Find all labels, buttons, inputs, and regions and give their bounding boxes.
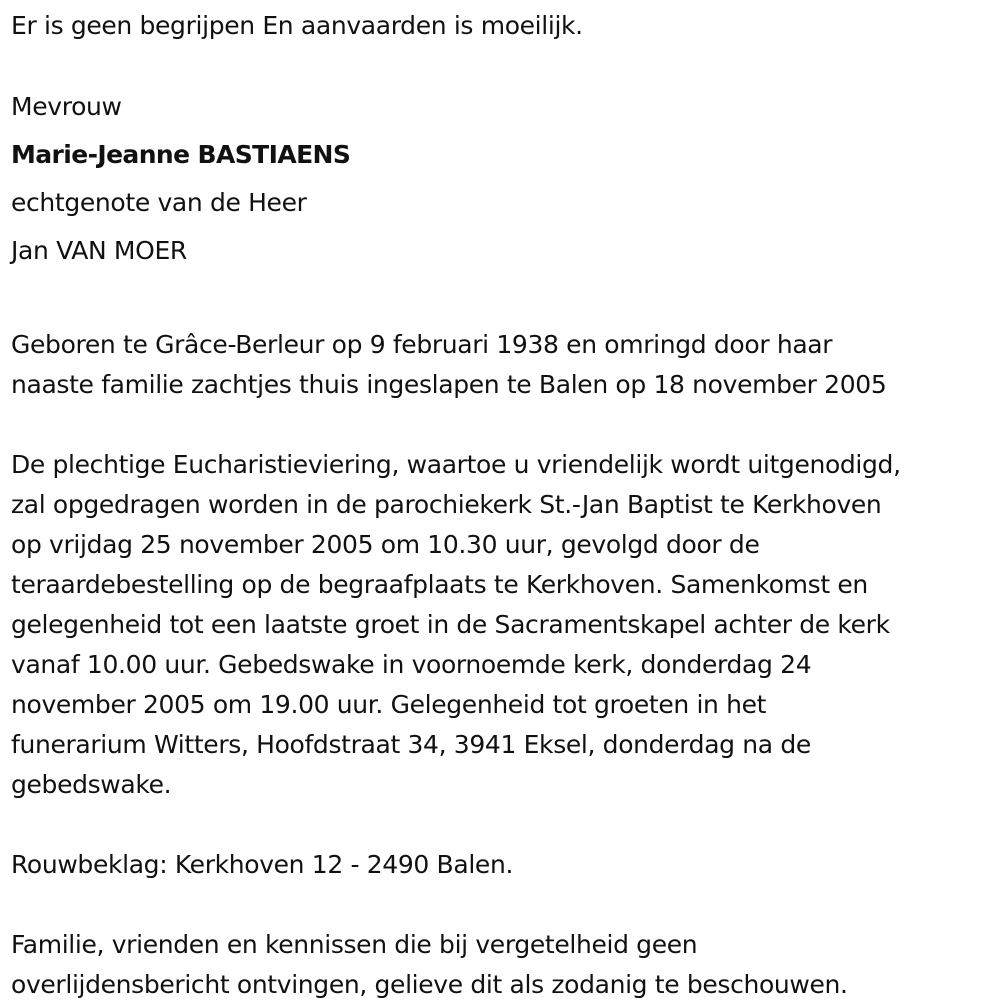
paragraph-line: Geboren te Grâce-Berleur op 9 februari 1938 en omringd door haar bbox=[11, 330, 833, 359]
paragraph-line: gelegenheid tot een laatste groet in de Sacramentskapel achter de kerk bbox=[11, 610, 890, 639]
paragraph-line: vanaf 10.00 uur. Gebedswake in voornoemde kerk, donderdag 24 bbox=[11, 650, 812, 679]
death-notice bbox=[11, 0, 996, 1005]
paragraph-line: naaste familie zachtjes thuis ingeslapen te Balen op 18 november 2005 bbox=[11, 370, 887, 399]
opening-line: Er is geen begrijpen En aanvaarden is moeilijk. bbox=[11, 11, 583, 40]
ceremony-paragraph bbox=[11, 445, 996, 805]
birth-death-paragraph bbox=[11, 325, 996, 405]
deceased-block bbox=[11, 83, 996, 275]
spouse-name: Jan VAN MOER bbox=[11, 236, 187, 265]
paragraph-line: teraardebestelling op de begraafplaats te Kerkhoven. Samenkomst en bbox=[11, 570, 868, 599]
paragraph-line: op vrijdag 25 november 2005 om 10.30 uur, gevolgd door de bbox=[11, 530, 760, 559]
condolence-address: Rouwbeklag: Kerkhoven 12 - 2490 Balen. bbox=[11, 850, 514, 879]
paragraph-line: overlijdensbericht ontvingen, gelieve dit als zodanig te beschouwen. bbox=[11, 970, 848, 999]
paragraph-line: Familie, vrienden en kennissen die bij vergetelheid geen bbox=[11, 930, 698, 959]
paragraph-line: De plechtige Eucharistieviering, waartoe u vriendelijk wordt uitgenodigd, bbox=[11, 450, 901, 479]
relation-text: echtgenote van de Heer bbox=[11, 188, 307, 217]
closing-paragraph bbox=[11, 925, 996, 1005]
deceased-name: Marie-Jeanne BASTIAENS bbox=[11, 140, 351, 169]
paragraph-line: november 2005 om 19.00 uur. Gelegenheid tot groeten in het bbox=[11, 690, 767, 719]
paragraph-line: funerarium Witters, Hoofdstraat 34, 3941 Eksel, donderdag na de bbox=[11, 730, 811, 759]
paragraph-line: gebedswake. bbox=[11, 770, 172, 799]
paragraph-line: zal opgedragen worden in de parochiekerk St.-Jan Baptist te Kerkhoven bbox=[11, 490, 882, 519]
salutation: Mevrouw bbox=[11, 92, 122, 121]
